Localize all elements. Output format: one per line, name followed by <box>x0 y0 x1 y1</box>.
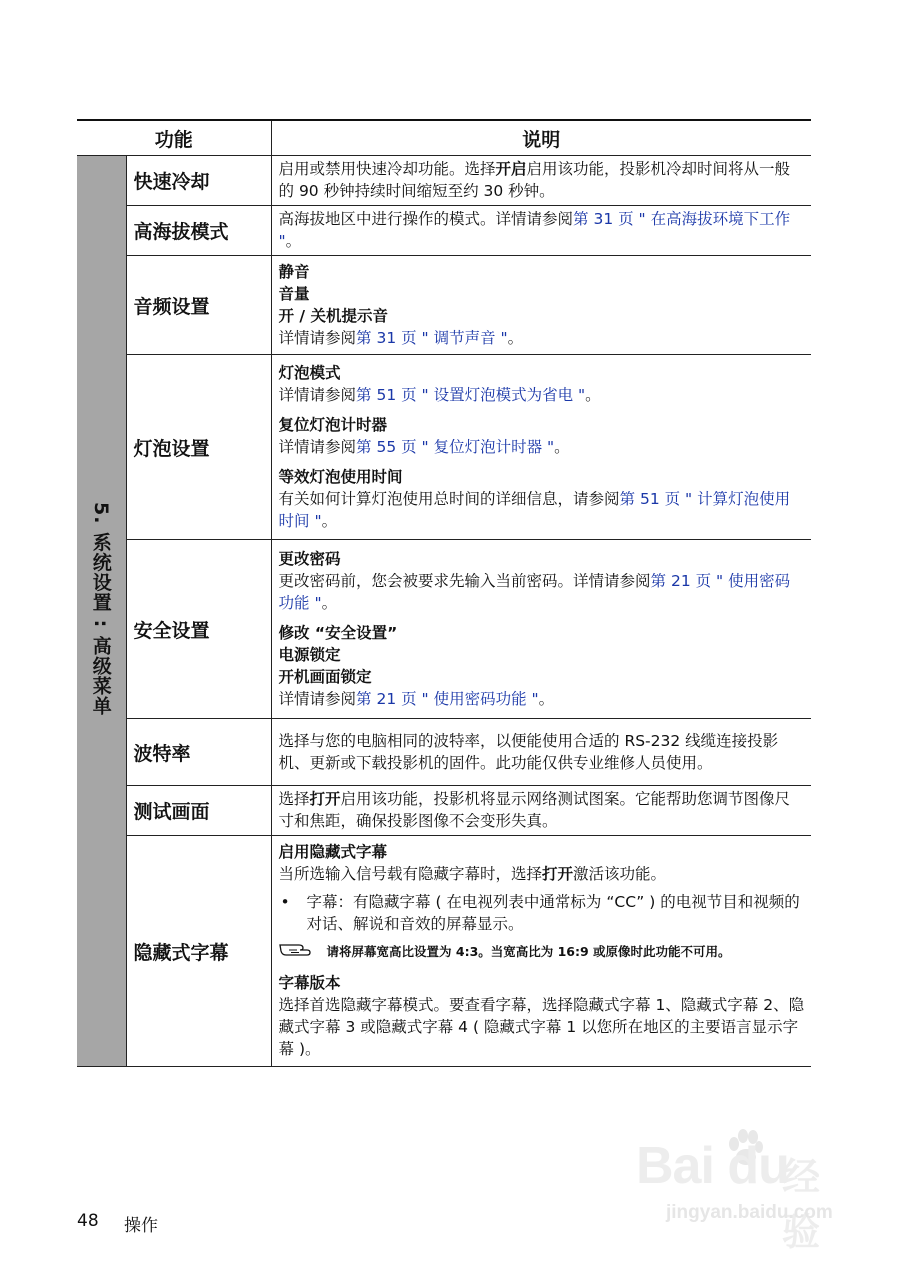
pointing-hand-icon <box>279 939 327 964</box>
function-name: 测试画面 <box>126 786 271 836</box>
function-name: 灯泡设置 <box>126 355 271 540</box>
sub-title: 复位灯泡计时器 <box>278 415 388 434</box>
description <box>271 786 811 836</box>
spacer <box>279 458 806 466</box>
note-text: 请将屏幕宽高比设置为 4:3。当宽高比为 16:9 或原像时此功能不可用。 <box>326 943 731 959</box>
reference-line <box>279 384 806 406</box>
function-name: 高海拔模式 <box>126 206 271 256</box>
text: 。 <box>321 511 338 530</box>
watermark <box>636 1136 856 1254</box>
table-row-lamp <box>77 355 811 540</box>
function-name: 安全设置 <box>126 540 271 719</box>
sub-title: 字幕版本 <box>278 974 341 992</box>
reference-line <box>279 570 806 614</box>
reference-line <box>279 488 806 532</box>
text: 启用或禁用快速冷却功能。选择 <box>278 160 496 178</box>
page-link[interactable]: 第 55 页 " 复位灯泡计时器 " <box>356 437 555 456</box>
reference-line <box>279 436 806 458</box>
text-line <box>279 863 806 885</box>
text: 选择首选隐藏字幕模式。要查看字幕，选择隐藏式字幕 1、隐藏式字幕 2、隐藏式字幕 3 或隐藏式字幕 4 ( 隐藏式字幕 1 以您所在地区的主要语言显示字幕 )。 <box>278 996 805 1058</box>
section-label: 5. 系统设置 : 高级菜单 <box>89 502 112 716</box>
sub-title: 启用隐藏式字幕 <box>278 843 388 861</box>
watermark-url: jingyan.baidu.com <box>666 1202 833 1223</box>
text: 高海拔地区中进行操作的模式。详情请参阅 <box>278 210 574 228</box>
header-function: 功能 <box>77 120 271 156</box>
description <box>271 156 811 206</box>
description <box>271 836 811 1067</box>
table-header-row <box>77 120 811 156</box>
header-description: 说明 <box>271 120 811 156</box>
sub-title: 更改密码 <box>278 549 341 568</box>
page-link[interactable]: 第 31 页 " 调节声音 " <box>356 328 508 347</box>
text: 有关如何计算灯泡使用总时间的详细信息，请参阅 <box>278 489 620 508</box>
sub-title: 音量 <box>278 284 310 303</box>
text: 选择 <box>278 790 310 808</box>
reference-line <box>279 688 806 710</box>
text: 详情请参阅 <box>278 385 357 404</box>
table-row-test-pattern <box>77 786 811 836</box>
table-row-quick-cool <box>77 156 811 206</box>
text: 。 <box>554 437 570 456</box>
text: 详情请参阅 <box>278 437 357 456</box>
settings-table <box>77 119 811 1067</box>
footer-section: 操作 <box>124 1216 158 1236</box>
text: 启用该功能，投影机冷却时间将从一般的 90 秒钟持续时间缩短至约 30 秒钟。 <box>278 160 791 200</box>
table-row-audio <box>77 256 811 355</box>
page-link[interactable]: 第 51 页 " 设置灯泡模式为省电 " <box>356 385 586 404</box>
bold-text: 开启 <box>495 160 527 178</box>
text: 。 <box>585 385 601 404</box>
text: 。 <box>538 689 555 708</box>
sub-title: 修改 “安全设置” <box>278 623 398 642</box>
function-name: 隐藏式字幕 <box>126 836 271 1067</box>
text: 详情请参阅 <box>278 689 357 708</box>
page-link[interactable]: 第 21 页 " 使用密码功能 " <box>356 689 539 708</box>
bullet-item <box>279 891 806 935</box>
sub-title: 灯泡模式 <box>278 363 341 382</box>
text: 。 <box>285 232 302 250</box>
table-row-closed-caption <box>77 836 811 1067</box>
page-number: 48 <box>77 1211 99 1231</box>
function-name: 波特率 <box>126 719 271 786</box>
spacer <box>279 406 806 414</box>
description <box>271 206 811 256</box>
text: 。 <box>507 328 524 347</box>
description: 选择与您的电脑相同的波特率，以便能使用合适的 RS-232 线缆连接投影机、更新或下载投影机的固件。此功能仅供专业维修人员使用。 <box>271 719 811 786</box>
text: 激活该功能。 <box>573 865 667 883</box>
function-name: 快速冷却 <box>126 156 271 206</box>
page-link[interactable]: 第 51 页 " 计算灯泡使用时间 " <box>278 489 791 530</box>
bullet-text: 字幕：有隐藏字幕 ( 在电视列表中通常标为 “CC” ) 的电视节目和视频的对话、解说和音效的屏幕显示。 <box>306 893 800 933</box>
sub-title: 开 / 关机提示音 <box>278 306 388 325</box>
sub-title: 电源锁定 <box>278 645 341 664</box>
text: 详情请参阅 <box>278 328 357 347</box>
bullet-icon: • <box>280 893 290 911</box>
bold-text: 打开 <box>309 790 341 808</box>
sub-title: 开机画面锁定 <box>278 667 372 686</box>
bold-text: 打开 <box>542 865 574 883</box>
text: 启用该功能，投影机将显示网络测试图案。它能帮助您调节图像尺寸和焦距，确保投影图像不会变形失真。 <box>278 790 791 830</box>
page-link[interactable]: 第 21 页 " 使用密码功能 " <box>278 571 791 612</box>
sub-title: 等效灯泡使用时间 <box>278 467 403 486</box>
sub-title: 静音 <box>278 262 310 281</box>
table-row-high-altitude <box>77 206 811 256</box>
spacer <box>279 614 806 622</box>
table-row-baud <box>77 719 811 786</box>
text: 。 <box>321 593 338 612</box>
text: 当所选输入信号载有隐藏字幕时，选择 <box>278 865 543 883</box>
watermark-cn: 经验 <box>782 1157 821 1254</box>
section-label-cell <box>77 156 126 1067</box>
reference-line <box>279 327 806 349</box>
note <box>279 939 806 964</box>
table-row-security <box>77 540 811 719</box>
description <box>271 355 811 540</box>
spacer <box>279 964 806 972</box>
page-link[interactable]: 第 31 页 " 在高海拔环境下工作 " <box>278 210 791 250</box>
watermark-brand: Bai du <box>636 1137 789 1195</box>
function-name: 音频设置 <box>126 256 271 355</box>
description <box>271 540 811 719</box>
text: 更改密码前，您会被要求先输入当前密码。详情请参阅 <box>278 571 651 590</box>
description <box>271 256 811 355</box>
